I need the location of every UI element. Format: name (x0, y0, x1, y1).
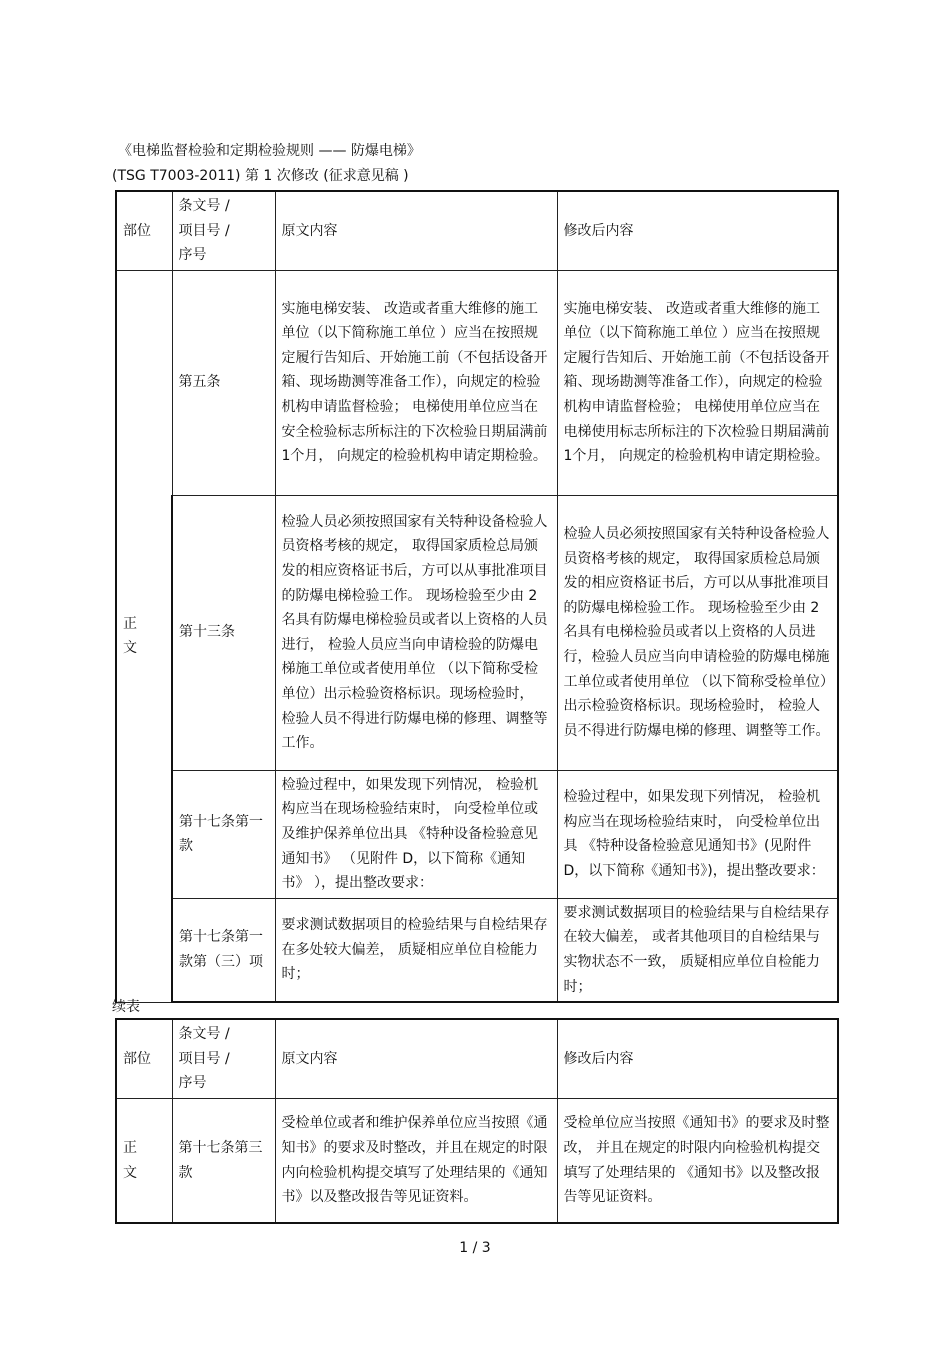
clause-cell: 第十七条第三款 (172, 1098, 275, 1223)
header-clause (172, 191, 275, 270)
header-clause-line: 序号 (178, 247, 207, 264)
section-label-char: 正 (123, 615, 137, 632)
revised-text-cell: 实施电梯安装、 改造或者重大维修的施工单位（以下简称施工单位 ）应当在按照规定履行告知后、开始施工前（不包括设备开箱、现场勘测等准备工作），向规定的检验机构申请监督检验； 电梯使用单位应当在电梯使用标志所标注的下次检验日期届满前 1个月， 向规定的检验机构申请定期检验。 (557, 270, 838, 495)
clause-cell: 第十七条第一款 (172, 770, 275, 898)
original-text-cell: 检验人员必须按照国家有关特种设备检验人员资格考核的规定， 取得国家质检总局颁发的相应资格证书后，方可以从事批准项目的防爆电梯检验工作。 现场检验至少由 2 名具有防爆电梯检验员或者以上资格的人员进行， 检验人员应当向申请检验的防爆电梯施工单位或者使用单位 （以下简称受检单位）出示检验资格标识。现场检验时， 检验人员不得进行防爆电梯的修理、调整等工作。 (275, 495, 557, 770)
header-clause-line: 项目号 / (178, 222, 230, 239)
table-row (116, 770, 838, 898)
table-header-row (116, 1019, 838, 1098)
section-label-char: 文 (123, 1164, 137, 1181)
document-subtitle: (TSG T7003-2011) 第 1 次修改 (征求意见稿 ) (112, 168, 409, 184)
clause-cell: 第十三条 (172, 495, 275, 770)
revised-text-cell: 检验人员必须按照国家有关特种设备检验人员资格考核的规定， 取得国家质检总局颁发的相应资格证书后，方可以从事批准项目的防爆电梯检验工作。 现场检验至少由 2 名具有电梯检验员或者以上资格的人员进行，检验人员应当向申请检验的防爆电梯施工单位或者使用单位 （以下简称受检单位）出示检验资格标识。现场检验时， 检验人员不得进行防爆电梯的修理、调整等工作。 (557, 495, 838, 770)
header-original: 原文内容 (275, 191, 557, 270)
header-revised: 修改后内容 (557, 1019, 838, 1098)
page-number: 1 / 3 (459, 1240, 491, 1256)
header-original: 原文内容 (275, 1019, 557, 1098)
table-header-row (116, 191, 838, 270)
section-label-char: 文 (123, 640, 137, 657)
original-text-cell: 要求测试数据项目的检验结果与自检结果存在多处较大偏差， 质疑相应单位自检能力时； (275, 898, 557, 1002)
document-title: 《电梯监督检验和定期检验规则 —— 防爆电梯》 (118, 143, 421, 159)
header-section: 部位 (116, 191, 172, 270)
section-label-char: 正 (123, 1139, 137, 1156)
section-label (116, 270, 172, 1002)
original-text-cell: 实施电梯安装、 改造或者重大维修的施工单位（以下简称施工单位 ）应当在按照规定履行告知后、开始施工前（不包括设备开箱、现场勘测等准备工作），向规定的检验机构申请监督检验； 电梯使用单位应当在安全检验标志所标注的下次检验日期届满前 1个月， 向规定的检验机构申请定期检验。 (275, 270, 557, 495)
table-row (116, 495, 838, 770)
header-section: 部位 (116, 1019, 172, 1098)
header-clause-line: 项目号 / (178, 1050, 230, 1067)
clause-cell: 第五条 (172, 270, 275, 495)
header-clause (172, 1019, 275, 1098)
header-clause-line: 条文号 / (178, 198, 230, 214)
revised-text-cell: 受检单位应当按照《通知书》的要求及时整改， 并且在规定的时限内向检验机构提交填写了处理结果的 《通知书》以及整改报告等见证资料。 (557, 1098, 838, 1223)
revised-text-cell: 要求测试数据项目的检验结果与自检结果存在较大偏差， 或者其他项目的自检结果与实物状态不一致， 质疑相应单位自检能力时； (557, 898, 838, 1002)
original-text-cell: 受检单位或者和维护保养单位应当按照《通知书》的要求及时整改，并且在规定的时限内向检验机构提交填写了处理结果的《通知书》以及整改报告等见证资料。 (275, 1098, 557, 1223)
table-row (116, 270, 838, 495)
header-clause-line: 序号 (178, 1075, 207, 1092)
revision-table (115, 190, 839, 1003)
table-row (116, 898, 838, 1002)
revised-text-cell: 检验过程中，如果发现下列情况， 检验机构应当在现场检验结束时， 向受检单位出具 《特种设备检验意见通知书》(见附件 D，以下简称《通知书》)，提出整改要求： (557, 770, 838, 898)
header-clause-line: 条文号 / (178, 1026, 230, 1042)
section-label (116, 1098, 172, 1223)
header-revised: 修改后内容 (557, 191, 838, 270)
clause-cell: 第十七条第一款第（三）项 (172, 898, 275, 1002)
continued-label: 续表 (112, 999, 140, 1015)
table-row (116, 1098, 838, 1223)
revision-table-continued (115, 1018, 839, 1224)
original-text-cell: 检验过程中，如果发现下列情况， 检验机构应当在现场检验结束时， 向受检单位或及维护保养单位出具 《特种设备检验意见通知书》 （见附件 D，以下简称《通知书》 ），提出整改要求： (275, 770, 557, 898)
